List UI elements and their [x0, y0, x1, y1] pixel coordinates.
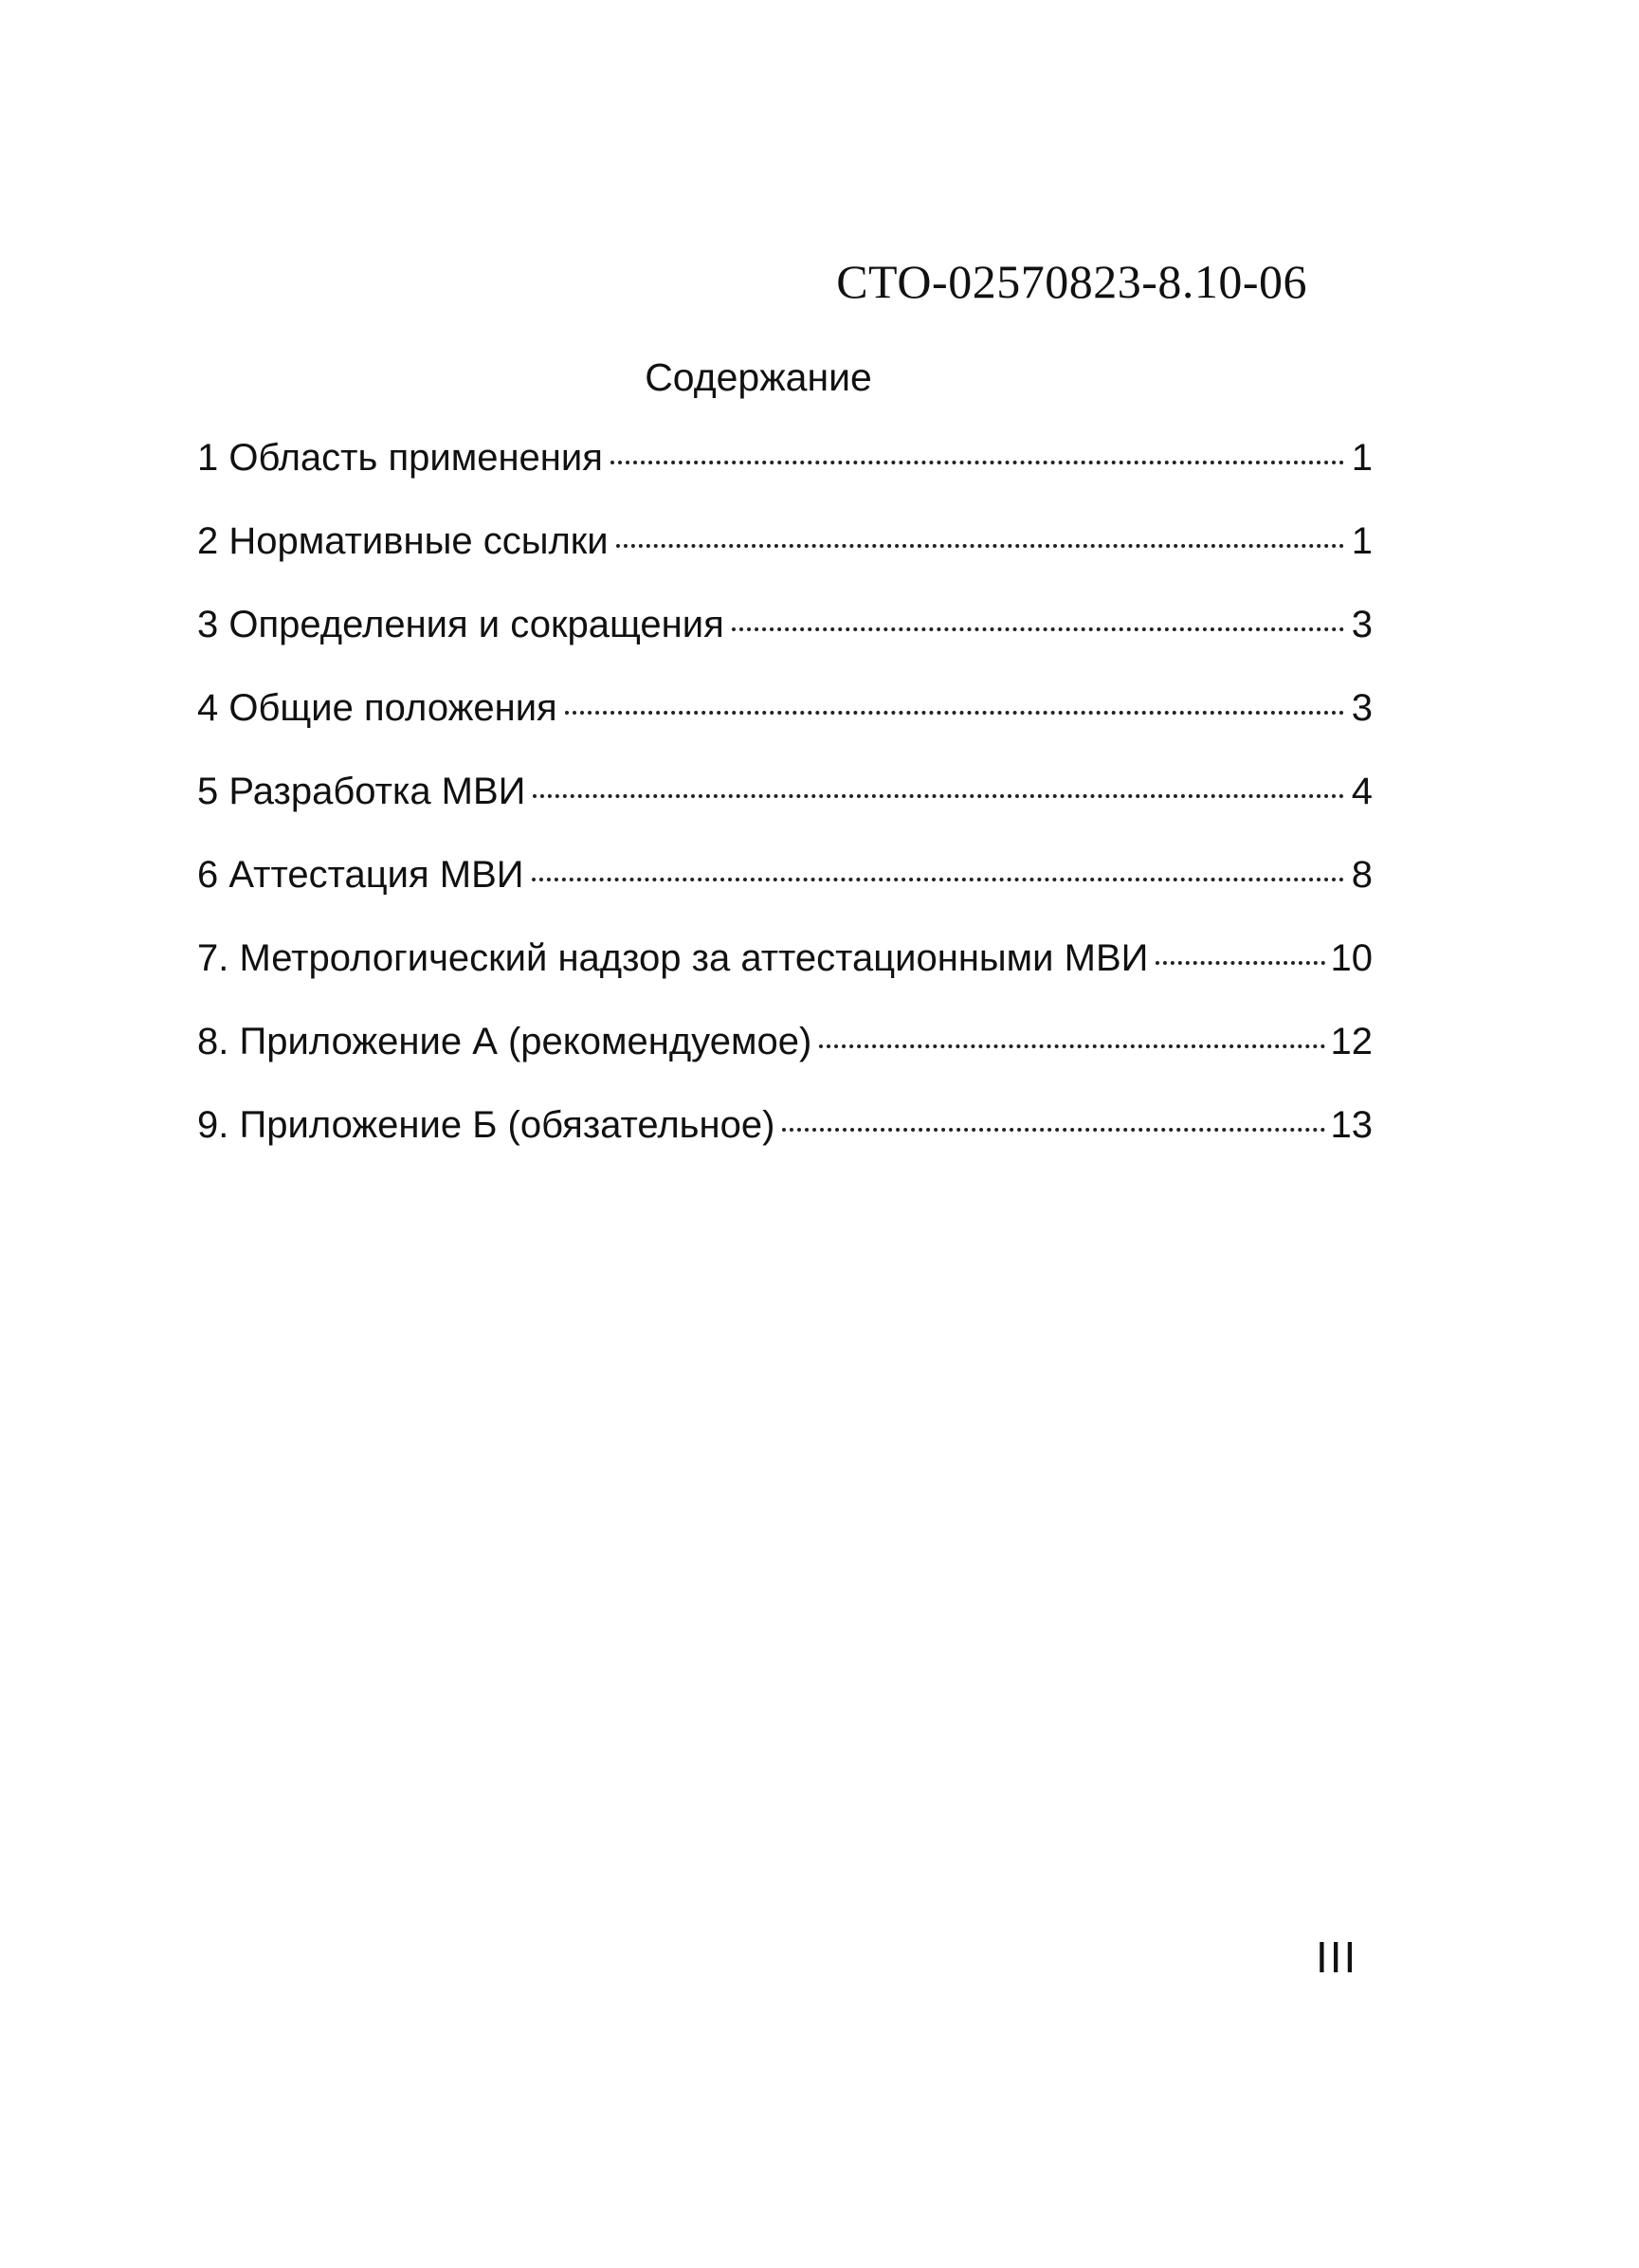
toc-entry-page: 8: [1351, 854, 1373, 896]
toc-entry-label: 9. Приложение Б (обязательное): [197, 1104, 775, 1146]
toc-entry[interactable]: [197, 1013, 1373, 1097]
toc-entry-label: 2 Нормативные ссылки: [197, 520, 609, 562]
toc-entry[interactable]: [197, 930, 1373, 1013]
dot-leader: [616, 544, 1344, 548]
toc-entry-label: 4 Общие положения: [197, 687, 557, 729]
table-of-contents: [197, 429, 1373, 1180]
toc-entry[interactable]: [197, 763, 1373, 846]
page-number: III: [1316, 1932, 1358, 1982]
dot-leader: [819, 1044, 1324, 1048]
toc-entry[interactable]: [197, 513, 1373, 596]
toc-entry[interactable]: [197, 429, 1373, 513]
document-code: СТО-02570823-8.10-06: [836, 255, 1307, 308]
dot-leader: [610, 461, 1344, 464]
toc-entry-page: 10: [1330, 937, 1373, 979]
toc-entry[interactable]: [197, 846, 1373, 930]
dot-leader: [532, 878, 1345, 881]
toc-entry-page: 13: [1330, 1104, 1373, 1146]
toc-entry-label: 5 Разработка МВИ: [197, 771, 526, 812]
dot-leader: [732, 627, 1344, 631]
toc-entry[interactable]: [197, 1097, 1373, 1180]
dot-leader: [782, 1128, 1324, 1132]
dot-leader: [1156, 961, 1324, 965]
toc-entry-label: 8. Приложение А (рекомендуемое): [197, 1021, 812, 1062]
toc-entry-label: 3 Определения и сокращения: [197, 604, 724, 645]
toc-entry-label: 1 Область применения: [197, 437, 603, 479]
toc-entry-page: 1: [1351, 437, 1373, 479]
toc-entry-page: 3: [1351, 604, 1373, 645]
toc-entry-page: 3: [1351, 687, 1373, 729]
toc-entry-label: 7. Метрологический надзор за аттестационными МВИ: [197, 937, 1149, 979]
toc-entry[interactable]: [197, 680, 1373, 763]
toc-entry[interactable]: [197, 596, 1373, 680]
toc-entry-page: 12: [1330, 1021, 1373, 1062]
toc-entry-page: 1: [1351, 520, 1373, 562]
dot-leader: [565, 711, 1344, 715]
toc-title: Содержание: [645, 355, 872, 399]
dot-leader: [533, 794, 1344, 798]
toc-entry-label: 6 Аттестация МВИ: [197, 854, 524, 896]
toc-entry-page: 4: [1351, 771, 1373, 812]
